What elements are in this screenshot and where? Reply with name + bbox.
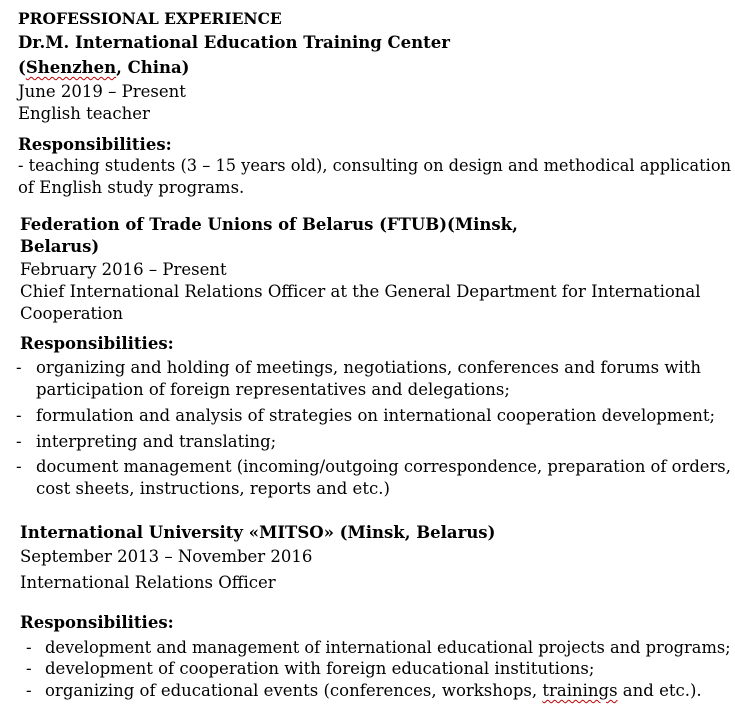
job1-organization: Dr.M. International Education Training Center	[18, 33, 450, 52]
section-title: PROFESSIONAL EXPERIENCE	[18, 9, 282, 28]
job3-position: International Relations Officer	[20, 573, 276, 592]
list-item: interpreting and translating;	[36, 432, 277, 451]
list-item: development of cooperation with foreign educational institutions;	[45, 659, 595, 678]
job1-location: (Shenzhen, China)	[18, 58, 190, 77]
list-item: formulation and analysis of strategies on international cooperation development;	[36, 406, 716, 425]
bullet-marker: -	[16, 457, 22, 476]
bullet-marker: -	[16, 358, 22, 377]
job1-dates: June 2019 – Present	[18, 82, 186, 101]
job2-responsibilities-heading: Responsibilities:	[20, 334, 174, 353]
bullet-marker: -	[26, 659, 32, 678]
job3-responsibilities-heading: Responsibilities:	[20, 613, 174, 632]
bullet-marker: -	[26, 638, 32, 657]
job1-responsibilities-heading: Responsibilities:	[18, 135, 172, 154]
bullet-marker: -	[16, 432, 22, 451]
list-item: document management (incoming/outgoing correspondence, preparation of orders,	[36, 457, 731, 476]
list-item-cont: participation of foreign representatives and delegations;	[36, 380, 510, 399]
job3-organization: International University «MITSO» (Minsk, Belarus)	[20, 523, 496, 542]
job2-dates: February 2016 – Present	[20, 260, 227, 279]
list-item: development and management of international educational projects and programs;	[45, 638, 731, 657]
job2-organization: Federation of Trade Unions of Belarus (FTUB)(Minsk,	[20, 215, 518, 234]
list-item: organizing and holding of meetings, negotiations, conferences and forums with	[36, 358, 701, 377]
job1-responsibility-line: - teaching students (3 – 15 years old), consulting on design and methodical application	[18, 156, 731, 175]
job2-position: Chief International Relations Officer at the General Department for International	[20, 282, 701, 301]
list-item-cont: cost sheets, instructions, reports and etc.)	[36, 479, 390, 498]
spellcheck-underline: trainings	[542, 681, 618, 700]
spellcheck-underline: Shenzhen	[25, 58, 117, 77]
bullet-marker: -	[16, 406, 22, 425]
job3-dates: September 2013 – November 2016	[20, 547, 313, 566]
list-item: organizing of educational events (conferences, workshops, trainings and etc.).	[45, 681, 702, 700]
job2-organization-cont: Belarus)	[20, 237, 100, 256]
job1-position: English teacher	[18, 104, 150, 123]
job2-position-cont: Cooperation	[20, 304, 124, 323]
job1-responsibility-line: of English study programs.	[18, 178, 245, 197]
bullet-marker: -	[26, 681, 32, 700]
